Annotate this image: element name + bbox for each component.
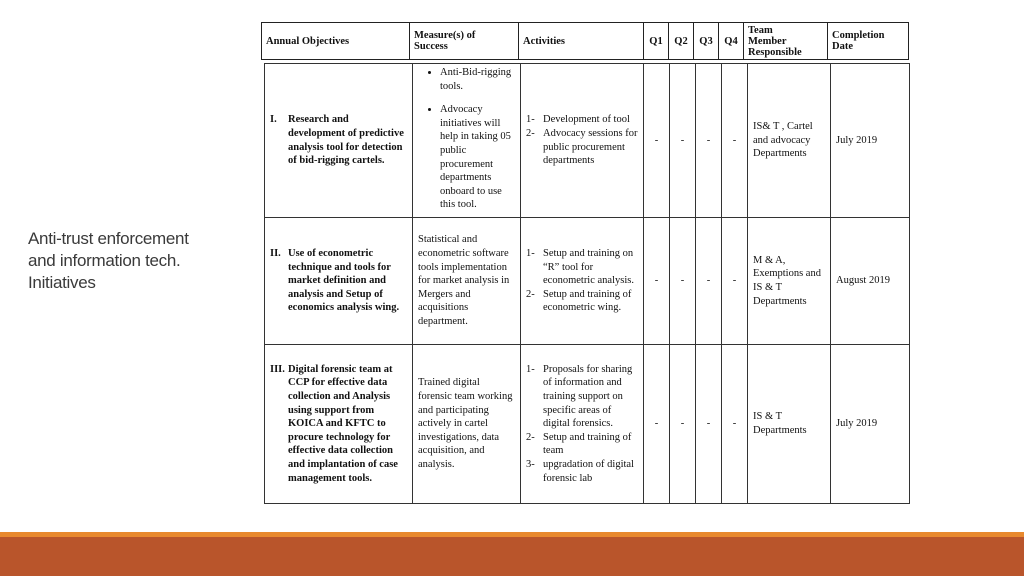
activity-text: Setup and training of econometric wing. [543, 288, 632, 314]
header-q3: Q3 [694, 23, 719, 60]
table-row [265, 218, 910, 345]
activity-text: Setup and training on “R” tool for econometric analysis. [543, 248, 634, 287]
q4-cell: - [722, 218, 748, 345]
table-row [265, 64, 910, 218]
activity-number: 2- [526, 431, 535, 443]
header-q4: Q4 [719, 23, 744, 60]
header-annual-objectives: Annual Objectives [262, 23, 410, 60]
activity-text: Setup and training of team [543, 431, 632, 457]
team-cell: IS& T , Cartel and advocacy Departments [748, 64, 831, 218]
activity-number: 1- [526, 363, 535, 375]
team-cell: M & A, Exemptions and IS & T Departments [748, 218, 831, 345]
measure-bullet: • Anti-Bid-rigging tools. [440, 66, 515, 93]
table-row [265, 345, 910, 504]
header-completion [828, 23, 909, 60]
q2-cell: - [670, 218, 696, 345]
activities-cell [521, 218, 644, 345]
objective-text: Use of econometric technique and tools for market definition and analysis and Setup of economics analysis wing. [288, 248, 400, 314]
activity-number: 1- [526, 114, 535, 126]
header-activities: Activities [519, 23, 644, 60]
objective-cell [265, 64, 413, 218]
date-cell: July 2019 [831, 64, 910, 218]
objective-text: Digital forensic team at CCP for effective data collection and Analysis using support from KOICA and KFTC to procure technology for effective data collection and implantation of case management tools. [288, 363, 398, 484]
objective-cell [265, 218, 413, 345]
header-table [261, 22, 909, 60]
objective-number: II. [270, 248, 281, 260]
activity-number: 2- [526, 288, 535, 300]
q4-cell: - [722, 64, 748, 218]
header-measures-line-2: Success [414, 41, 448, 52]
q3-cell: - [696, 64, 722, 218]
header-team [744, 23, 828, 60]
measures-cell: Trained digital forensic team working and participating actively in cartel investigations, data acquisition, and analysis. [413, 345, 521, 504]
objective-number: III. [270, 363, 285, 375]
activity-text: Proposals for sharing of information and training support on specific areas of digital forensics. [543, 363, 633, 430]
q3-cell: - [696, 345, 722, 504]
header-row [262, 23, 909, 60]
q2-cell: - [670, 64, 696, 218]
header-team-line-1: Team [748, 24, 773, 36]
q4-cell: - [722, 345, 748, 504]
q1-cell: - [644, 64, 670, 218]
footer-bar [0, 537, 1024, 576]
q3-cell: - [696, 218, 722, 345]
date-cell: August 2019 [831, 218, 910, 345]
measures-cell: Statistical and econometric software tools implementation for market analysis in Mergers and acquisitions department. [413, 218, 521, 345]
objective-cell [265, 345, 413, 504]
measures-cell [413, 64, 521, 218]
header-q1: Q1 [644, 23, 669, 60]
measure-bullet: • Advocacy initiatives will help in taking 05 public procurement departments onboard to use this tool. [440, 103, 515, 212]
slide-title-line-1: Anti-trust enforcement [28, 229, 189, 248]
activity-text: Development of tool [543, 114, 630, 126]
slide-title-line-2: and information tech. [28, 251, 181, 270]
header-completion-line-2: Date [832, 41, 853, 52]
header-q2: Q2 [669, 23, 694, 60]
header-measures-line-1: Measure(s) of [414, 30, 476, 41]
slide-title [28, 228, 248, 294]
activity-text: upgradation of digital forensic lab [543, 458, 634, 484]
activity-text: Advocacy sessions for public procurement departments [543, 127, 638, 167]
q2-cell: - [670, 345, 696, 504]
header-completion-line-1: Completion [832, 30, 885, 41]
objective-text: Research and development of predictive analysis tool for detection of bid-rigging cartels. [288, 114, 404, 167]
slide-title-line-3: Initiatives [28, 273, 96, 292]
q1-cell: - [644, 345, 670, 504]
team-cell: IS & T Departments [748, 345, 831, 504]
activity-number: 2- [526, 127, 535, 139]
activity-number: 1- [526, 248, 535, 260]
activity-number: 3- [526, 458, 535, 470]
objective-number: I. [270, 114, 277, 126]
objectives-table [264, 63, 910, 504]
activities-cell [521, 345, 644, 504]
header-team-line-3: Responsible [748, 46, 802, 58]
header-team-line-2: Member [748, 35, 787, 47]
activities-cell [521, 64, 644, 218]
date-cell: July 2019 [831, 345, 910, 504]
header-measures [410, 23, 519, 60]
q1-cell: - [644, 218, 670, 345]
